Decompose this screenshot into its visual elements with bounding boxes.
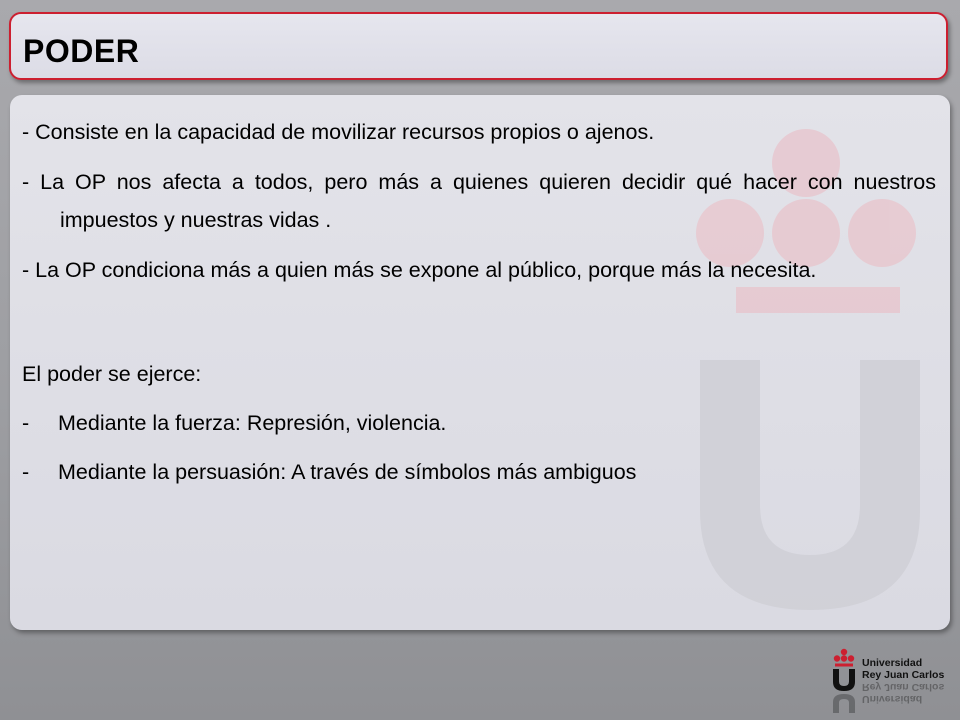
list-dash: - xyxy=(22,460,30,484)
university-name-line1: Universidad xyxy=(862,657,923,669)
university-logo xyxy=(828,648,954,714)
slide-title: PODER xyxy=(23,33,140,69)
list-dash: - xyxy=(22,411,30,435)
urjc-u-logo-icon xyxy=(828,648,860,714)
body-paragraph-1: - Consiste en la capacidad de movilizar recursos propios o ajenos. xyxy=(22,120,655,144)
list-item-text: Mediante la persuasión: A través de símbolos más ambiguos xyxy=(58,460,637,484)
university-name-reflection xyxy=(862,681,944,705)
slide-body xyxy=(22,113,936,491)
content-panel xyxy=(10,95,950,630)
university-name-line2: Rey Juan Carlos xyxy=(862,669,945,681)
body-paragraph-2: - La OP nos afecta a todos, pero más a quienes quieren decidir qué hacer con nuestros impuestos y nuestras vidas . xyxy=(22,170,936,232)
university-name-line2-reflection: Rey Juan Carlos xyxy=(862,681,945,693)
university-name xyxy=(862,657,944,681)
list-item-text: Mediante la fuerza: Represión, violencia. xyxy=(58,411,447,435)
list-item-1 xyxy=(22,404,936,442)
title-bar xyxy=(9,12,948,80)
body-subheading: El poder se ejerce: xyxy=(22,362,202,386)
university-name-line1-reflection: Universidad xyxy=(862,693,923,705)
body-paragraph-3: - La OP condiciona más a quien más se expone al público, porque más la necesita. xyxy=(22,258,817,282)
list-item-2 xyxy=(22,453,936,491)
